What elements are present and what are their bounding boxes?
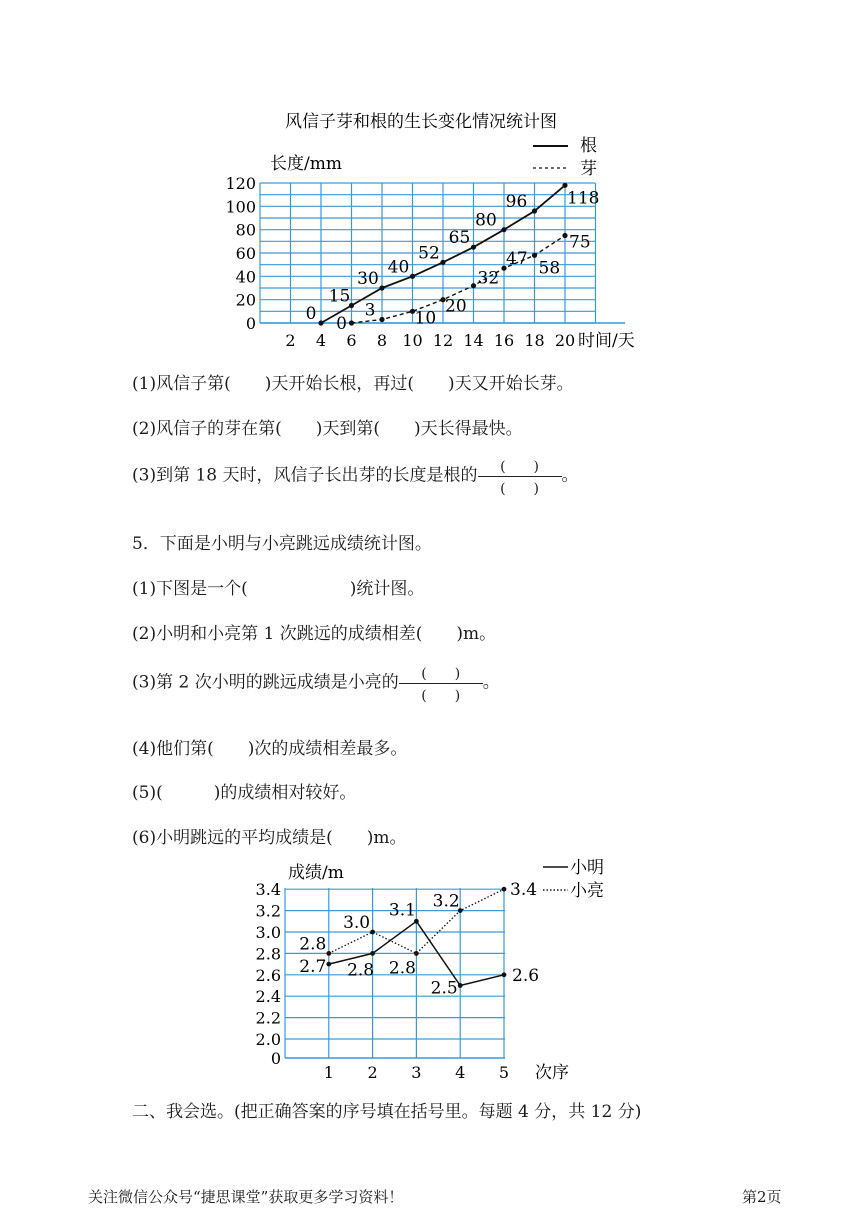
data-point xyxy=(458,983,463,988)
x-tick-label: 4 xyxy=(315,331,327,350)
y-axis-label: 长度/mm xyxy=(270,154,342,174)
data-label: 2.7 xyxy=(299,957,327,978)
question-4-1: (1)风信子第( )天开始长根，再过( )天又开始长芽。 xyxy=(132,374,574,394)
y-tick-label: 3.4 xyxy=(255,880,281,900)
legend-label-sprout: 芽 xyxy=(580,159,597,179)
y-tick-label: 2.0 xyxy=(255,1030,281,1049)
data-point xyxy=(532,208,537,213)
x-tick-label: 5 xyxy=(498,1063,510,1082)
x-tick-label: 14 xyxy=(463,331,484,350)
data-point xyxy=(379,317,384,322)
y-tick-label: 2.4 xyxy=(255,987,281,1007)
data-label: 75 xyxy=(569,232,591,253)
y-tick-label: 2.6 xyxy=(255,965,281,985)
data-label: 2.6 xyxy=(512,965,540,986)
data-label: 2.8 xyxy=(347,960,375,981)
legend-label-xiaoliang: 小亮 xyxy=(570,881,604,901)
data-point xyxy=(562,233,567,238)
question-5-6: (6)小明跳远的平均成绩是( )m。 xyxy=(132,828,407,848)
data-point xyxy=(502,972,507,977)
fraction-denominator: ( ) xyxy=(500,481,539,497)
x-axis-label: 次序 xyxy=(535,1063,569,1083)
question-5-4: (4)他们第( )次的成绩相差最多。 xyxy=(132,739,408,759)
data-label: 3.0 xyxy=(343,913,371,933)
data-label: 3.4 xyxy=(510,880,538,901)
x-tick-label: 6 xyxy=(346,331,357,350)
x-tick-label: 2 xyxy=(285,331,296,350)
y-axis-label: 成绩/m xyxy=(288,863,344,883)
long-jump-chart xyxy=(0,850,868,1090)
x-tick-label: 1 xyxy=(323,1063,334,1082)
fraction-blank[interactable] xyxy=(478,456,562,496)
fraction-numerator: ( ) xyxy=(421,666,461,682)
y-tick-label: 80 xyxy=(235,220,256,240)
question-5-5: (5)( )的成绩相对较好。 xyxy=(132,783,357,803)
y-tick-label: 120 xyxy=(225,174,256,193)
data-point xyxy=(318,320,323,325)
x-tick-label: 10 xyxy=(402,331,423,350)
x-tick-label: 20 xyxy=(554,331,576,350)
fraction-denominator: ( ) xyxy=(421,688,461,704)
y-tick-label: 3.0 xyxy=(255,923,281,942)
question-5-2: (2)小明和小亮第 1 次跳远的成绩相差( )m。 xyxy=(132,624,497,644)
y-tick-label: 20 xyxy=(235,290,256,310)
data-label: 2.8 xyxy=(299,934,327,955)
data-label: 30 xyxy=(357,269,379,289)
data-label: 20 xyxy=(445,296,467,317)
x-tick-label: 4 xyxy=(455,1063,466,1082)
question-4-3 xyxy=(132,456,579,496)
y-tick-label: 60 xyxy=(235,244,256,263)
data-label: 3.1 xyxy=(388,900,416,921)
data-point xyxy=(562,183,567,188)
growth-chart xyxy=(0,0,868,360)
x-tick-label: 3 xyxy=(411,1063,422,1082)
legend-label-xiaoming: 小明 xyxy=(570,858,604,878)
x-tick-label: 12 xyxy=(432,331,454,350)
section-2-title: 二、我会选。(把正确答案的序号填在括号里。每题 4 分，共 12 分) xyxy=(132,1102,642,1122)
question-5-1: (1)下图是一个( )统计图。 xyxy=(132,579,425,599)
data-label: 10 xyxy=(414,308,437,329)
data-label: 40 xyxy=(387,257,410,278)
data-point xyxy=(414,951,419,956)
data-label: 58 xyxy=(538,258,561,279)
data-label: 80 xyxy=(475,210,497,231)
data-point xyxy=(502,887,507,892)
data-label: 15 xyxy=(328,286,351,307)
data-point xyxy=(440,260,445,265)
chart-title: 风信子芽和根的生长变化情况统计图 xyxy=(285,112,557,132)
data-label: 96 xyxy=(505,192,528,212)
data-label: 47 xyxy=(506,249,528,270)
fraction-blank[interactable] xyxy=(399,663,483,703)
data-label: 118 xyxy=(567,188,600,209)
data-label: 3.2 xyxy=(432,891,460,912)
data-point xyxy=(501,227,506,232)
data-label: 3 xyxy=(364,300,376,321)
legend-label-root: 根 xyxy=(580,136,597,156)
x-tick-label: 16 xyxy=(493,331,515,350)
period: 。 xyxy=(482,672,500,693)
period: 。 xyxy=(561,465,579,486)
data-label: 2.8 xyxy=(388,958,416,979)
data-point xyxy=(379,285,384,290)
y-tick-label: 0 xyxy=(245,314,256,333)
chart-legend xyxy=(543,858,604,901)
data-point xyxy=(410,274,415,279)
data-point xyxy=(532,253,537,258)
y-tick-label: 2.2 xyxy=(255,1008,281,1028)
page-number: 第2页 xyxy=(742,1188,782,1206)
data-point xyxy=(370,951,375,956)
x-tick-label: 2 xyxy=(367,1063,378,1082)
data-label: 32 xyxy=(477,268,500,289)
data-label: 52 xyxy=(418,243,440,264)
question-4-2: (2)风信子的芽在第( )天到第( )天长得最快。 xyxy=(132,419,523,439)
fraction-numerator: ( ) xyxy=(500,459,539,475)
question-5-3 xyxy=(132,663,500,703)
chart-series xyxy=(299,880,539,998)
y-tick-label: 100 xyxy=(225,197,256,217)
x-tick-label: 8 xyxy=(376,331,388,350)
data-point xyxy=(349,320,354,325)
data-label: 0 xyxy=(336,314,347,334)
data-point xyxy=(471,283,476,288)
y-tick-label: 40 xyxy=(235,267,256,287)
x-tick-label: 18 xyxy=(524,331,545,350)
data-label: 2.5 xyxy=(430,978,458,999)
data-point xyxy=(370,930,375,935)
data-label: 65 xyxy=(448,228,471,249)
y-tick-label: 3.2 xyxy=(255,901,281,921)
data-point xyxy=(326,962,331,967)
data-point xyxy=(471,245,476,250)
y-tick-label: 0 xyxy=(270,1049,281,1068)
question-5-title: 5．下面是小明与小亮跳远成绩统计图。 xyxy=(132,534,432,554)
data-label: 0 xyxy=(305,304,317,324)
y-tick-label: 2.8 xyxy=(255,944,281,964)
footer-promo: 关注微信公众号“捷思课堂”获取更多学习资料！ xyxy=(88,1188,404,1206)
question-5-3-text: (3)第 2 次小明的跳远成绩是小亮的 xyxy=(132,672,399,693)
question-4-3-text: (3)到第 18 天时，风信子长出芽的长度是根的 xyxy=(132,465,478,486)
chart-legend xyxy=(533,135,597,179)
x-axis-label: 时间/天 xyxy=(578,331,635,351)
data-point xyxy=(326,951,331,956)
